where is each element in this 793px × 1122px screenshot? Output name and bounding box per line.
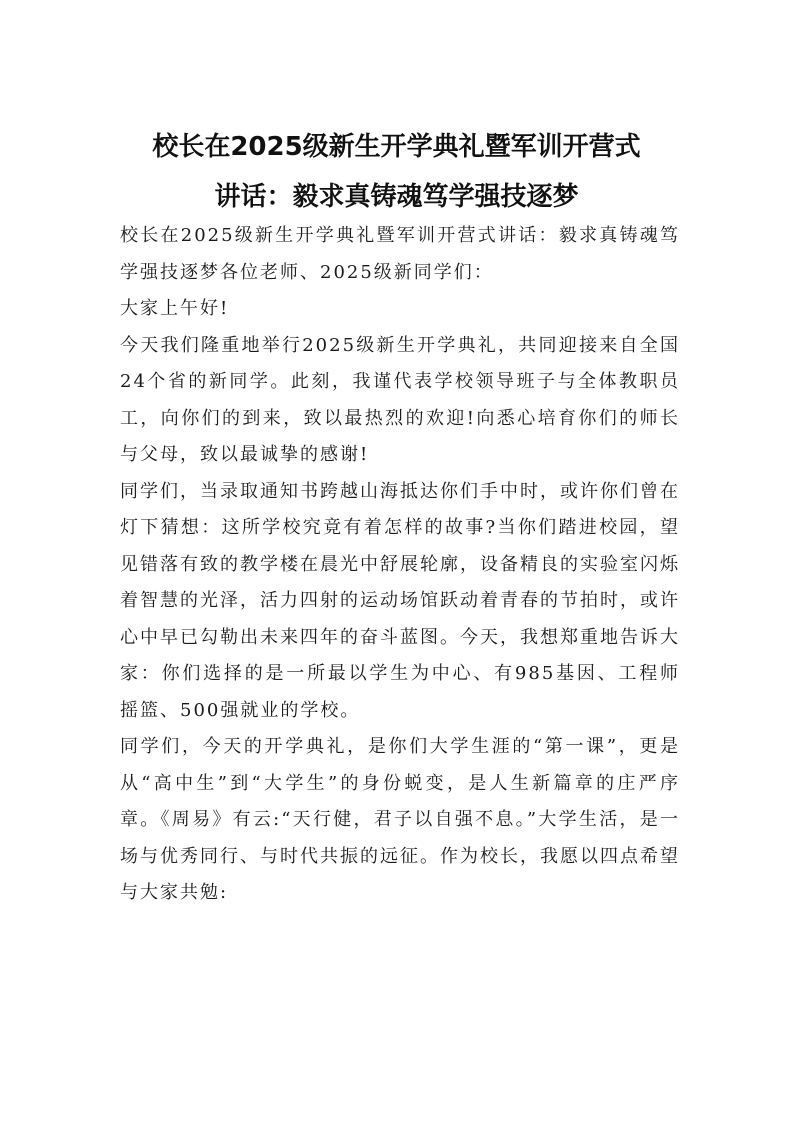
paragraph: 大家上午好! — [120, 298, 230, 319]
paragraph: 同学们，今天的开学典礼，是你们大学生涯的“第一课”，更是从“高中生”到“大学生”的身份蜕变，是人生新篇章的庄严序章。《周易》有云:“天行健，君子以自强不息。”大学生活，是一场与优秀同行、与时代共振的远征。作为校长，我愿以四点希望与大家共勉: — [120, 736, 680, 903]
paragraph: 同学们，当录取通知书跨越山海抵达你们手中时，或许你们曾在灯下猜想：这所学校究竟有着怎样的故事?当你们踏进校园，望见错落有致的教学楼在晨光中舒展轮廓，设备精良的实验室闪烁着智慧的光泽，活力四射的运动场馆跃动着青春的节拍时，或许心中早已勾勒出未来四年的奋斗蓝图。今天，我想郑重地告诉大家：你们选择的是一所最以学生为中心、有985基因、工程师摇篮、500强就业的学校。 — [120, 480, 680, 721]
document-title — [100, 122, 693, 222]
document-body — [120, 218, 680, 912]
title-line-2: 讲话：毅求真铸魂笃学强技逐梦 — [214, 182, 579, 212]
paragraph: 今天我们隆重地举行2025级新生开学典礼，共同迎接来自全国24个省的新同学。此刻，我谨代表学校领导班子与全体教职员工，向你们的到来，致以最热烈的欢迎!向悉心培育你们的师长与父母，致以最诚挚的感谢! — [120, 334, 680, 465]
paragraph: 校长在2025级新生开学典礼暨军训开营式讲话：毅求真铸魂笃学强技逐梦各位老师、2025级新同学们： — [120, 225, 680, 283]
title-line-1: 校长在2025级新生开学典礼暨军训开营式 — [152, 132, 641, 162]
